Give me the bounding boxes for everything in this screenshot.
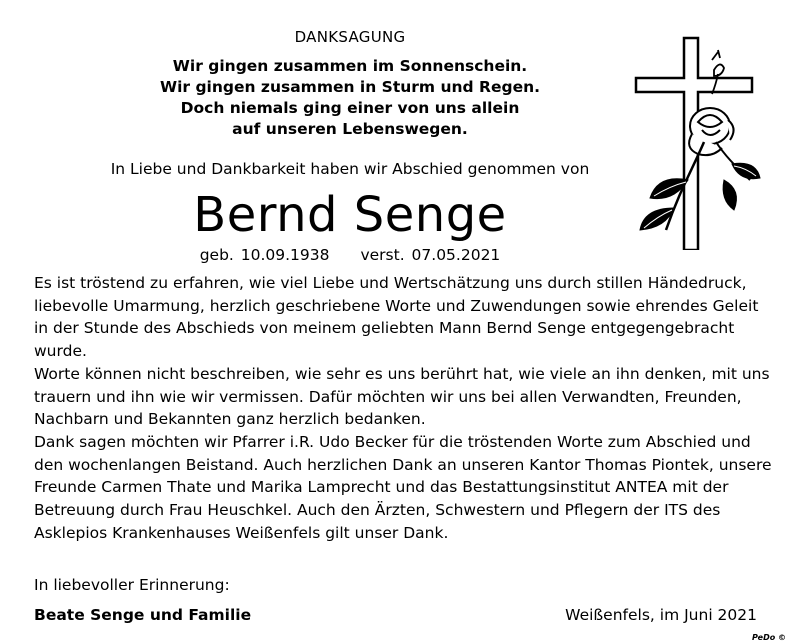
poem-line: Wir gingen zusammen im Sonnenschein. bbox=[172, 57, 528, 75]
birth-date: geb. 10.09.1938 bbox=[199, 246, 330, 264]
closing-line: In liebevoller Erinnerung: bbox=[34, 576, 230, 594]
paragraph: Worte können nicht beschreiben, wie sehr es uns berührt hat, wie viele an ihn denken, mit uns trauern und ihn wie wir vermissen. Dafür möchten wir uns bei allen Verwandten, Freunden, Nachbarn und Bekannten ganz herzlich bedanken. bbox=[34, 364, 770, 429]
intro-line: In Liebe und Dankbarkeit haben wir Abschied genommen von bbox=[110, 160, 590, 178]
place-date: Weißenfels, im Juni 2021 bbox=[565, 606, 757, 624]
signature: Beate Senge und Familie bbox=[34, 606, 252, 624]
paragraph: Es ist tröstend zu erfahren, wie viel Liebe und Wertschätzung uns durch stillen Händedruck, liebevolle Umarmung, herzlich geschriebene Worte und Zuwendungen sowie ehrendes Geleit in der Stunde des Abschieds von meinem geliebten Mann Bernd Senge entgegengebracht wurde. bbox=[34, 274, 759, 361]
poem-line: Wir gingen zusammen in Sturm und Regen. bbox=[160, 78, 540, 96]
heading: DANKSAGUNG bbox=[294, 28, 406, 46]
paragraph: Dank sagen möchten wir Pfarrer i.R. Udo Becker für die tröstenden Worte zum Abschied und den wochenlangen Beistand. Auch herzlichen Dank an unseren Kantor Thomas Piontek, unsere Freunde Carmen Thate und Marika Lamprecht und das Bestattungsinstitut ANTEA mit der Betreuung durch Frau Heuschkel. Auch den Ärzten, Schwestern und Pflegern der ITS des Asklepios Krankenhauses Weißenfels gilt unser Dank. bbox=[34, 432, 772, 542]
poem-line: Doch niemals ging einer von uns allein bbox=[180, 99, 520, 117]
deceased-name: Bernd Senge bbox=[193, 187, 507, 243]
obituary-notice bbox=[10, 10, 790, 642]
cross-with-rose-icon bbox=[632, 30, 762, 250]
life-dates bbox=[10, 246, 690, 264]
credit: PeDo © bbox=[752, 633, 786, 642]
death-date: verst. 07.05.2021 bbox=[360, 246, 501, 264]
poem-line: auf unseren Lebenswegen. bbox=[232, 120, 468, 138]
thanks-text bbox=[34, 272, 774, 544]
poem bbox=[10, 56, 690, 140]
